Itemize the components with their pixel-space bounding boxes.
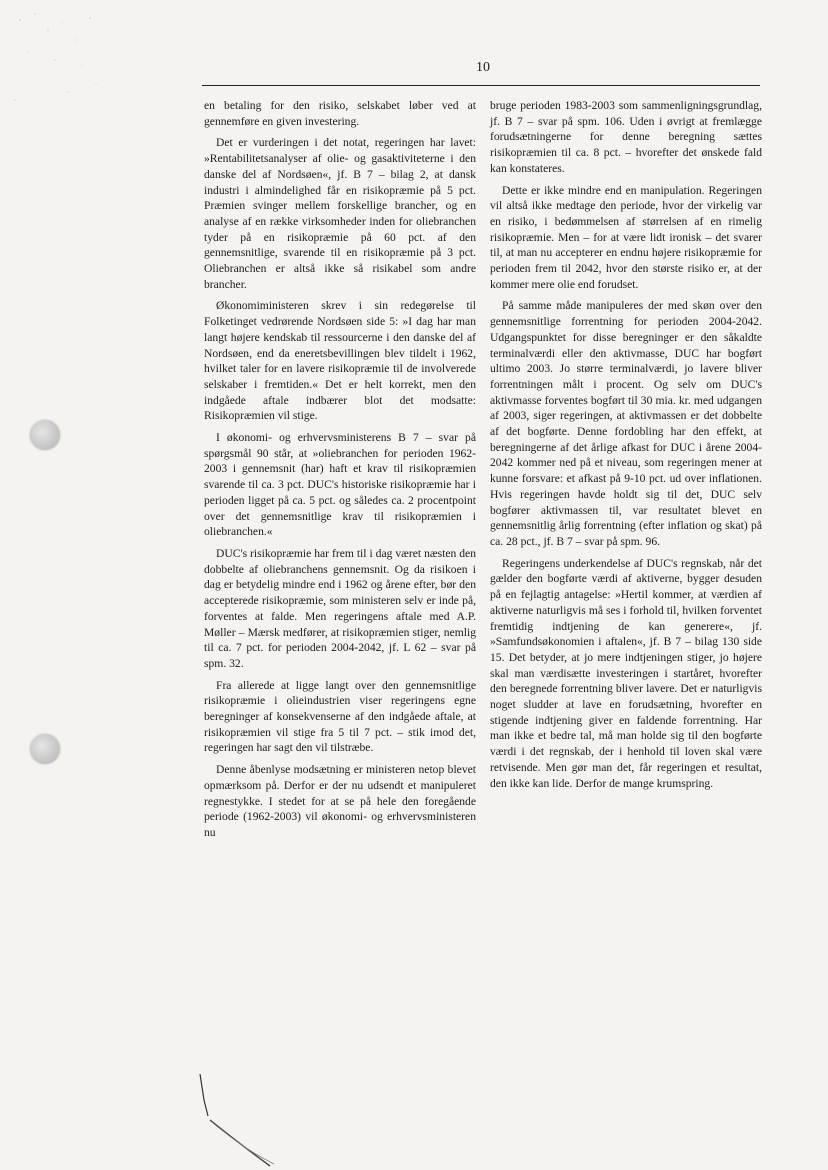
scan-stroke-mark: [190, 1070, 280, 1170]
paragraph: På samme måde manipuleres der med skøn over den gennemsnitlige forrentning for perioden 2004-2042. Udgangspunktet for disse beregninger er den såkaldte terminalværdi eller den aktivmasse, DUC har bogført ultimo 2003. Jo større terminalværdi, jo lavere bliver forrentningen målt i procent. Og selv om DUC's aktivmasse forventes bogført til 30 mia. kr. med udgangen af 2003, siger regeringen, at aktivmassen er det dobbelte af det bogførte. Denne fordobling har den effekt, at beregningerne af det årlige afkast for DUC i årene 2004-2042 kommer ned på et niveau, som regeringen mener at kunne forsvare: et afkast på 9-10 pct. ud over inflationen. Hvis regeringen havde holdt sig til det, DUC selv bogfører aktivmassen til, var resultatet blevet en gennemsnitlig årlig forrentning (efter inflation og skat) på ca. 28 pct., jf. B 7 – svar på spm. 96.: [490, 299, 762, 548]
paragraph: en betaling for den risiko, selskabet løber ved at gennemføre en given investering.: [204, 99, 476, 128]
right-column: [490, 98, 762, 797]
paragraph: Regeringens underkendelse af DUC's regnskab, når det gælder den bogførte værdi af aktiverne, bygger desuden på en fejlagtig antagelse: »Hertil kommer, at værdien af aktiverne naturligvis må ses i forhold til, hvilken forventet fremtidig indtjening de kan generere«, jf. »Samfundsøkonomien i aftalen«, jf. B 7 – bilag 130 side 15. Det betyder, at jo mere indtjeningen stiger, jo højere skal man værdisætte investeringen i startåret, hvorefter den beregnede forrentning bliver lavere. Det er naturligvis noget sludder at lave en forudsætning, hvorefter en stigende indtjening giver en faldende forrentning. Har man ikke et bedre tal, må man holde sig til den bogførte værdi i det regnskab, der i henhold til loven skal være retvisende. Men gør man det, får regeringen et resultat, den ikke kan lide. Derfor de mange krumspring.: [490, 556, 762, 790]
punch-hole: [30, 420, 60, 450]
paragraph: Dette er ikke mindre end en manipulation. Regeringen vil altså ikke medtage den periode, hvor der virkelig var en risiko, i bedømmelsen af størrelsen af en rimelig risikopræmie. Men – for at være lidt ironisk – det svarer til, at man nu accepterer en endnu højere risikopræmie for perioden frem til 2042, hvor den største risiko er, at der kommer mere olie end forudset.: [490, 183, 762, 291]
paragraph: bruge perioden 1983-2003 som sammenligningsgrundlag, jf. B 7 – svar på spm. 106. Uden i øvrigt at fremlægge forudsætningerne for denne beregning sættes risikopræmien til ca. 8 pct. – hvorefter det ønskede fald kan konstateres.: [490, 99, 762, 175]
punch-hole: [30, 734, 60, 764]
paragraph: DUC's risikopræmie har frem til i dag været næsten den dobbelte af oliebranchens gennemsnit. Og da risikoen i dag er betydelig mindre end i 1962 og årene efter, bør den accepterede risikopræmie, som ministeren selv er inde på, forventes at falde. Men regeringens aftale med A.P. Møller – Mærsk medfører, at risikopræmien stiger, nemlig til ca. 7 pct. for perioden 2004-2042, jf. L 62 – svar på spm. 32.: [204, 546, 476, 670]
header-rule: [202, 85, 760, 86]
left-column: [204, 98, 476, 847]
paragraph: Denne åbenlyse modsætning er ministeren netop blevet opmærksom på. Derfor er der nu udsendt et manipuleret regnestykke. I stedet for at se på hele den foregående periode (1962-2003) vil økonomi- og erhvervsministeren nu: [204, 763, 476, 839]
scan-speckle: [0, 0, 130, 140]
paragraph: Fra allerede at ligge langt over den gennemsnitlige risikopræmie i olieindustrien viser regeringens egne beregninger af konsekvenserne af den indgåede aftale, at risikopræmien vil stige fra 5 til 7 pct. – stik imod det, regeringen har sagt den vil tilstræbe.: [204, 678, 476, 755]
paragraph: Det er vurderingen i det notat, regeringen har lavet: »Rentabilitetsanalyser af olie- og gasaktiviteterne i den danske del af Nordsøen«, jf. B 7 – bilag 2, at dansk industri i almindelighed får en risikopræmie på 5 pct. Præmien svinger mellem forskellige brancher, og en analyse af en række virksomheder inden for oliebranchen tyder på en risikopræmie på 60 pct. af den gennemsnitlige, svarende til en risikopræmie på 3 pct. Oliebranchen er altså ikke så risikabel som andre brancher.: [204, 136, 476, 291]
paragraph: Økonomiministeren skrev i sin redegørelse til Folketinget vedrørende Nordsøen side 5: »I dag har man langt højere kendskab til ressourcerne i den danske del af Nordsøen, end da eneretsbevillingen blev tildelt i 1962, hvilket taler for en lavere risikopræmie til de involverede selskaber i fremtiden.« Det er helt korrekt, men den indgåede aftale indbærer blot det modsatte: Risikopræmien vil stige.: [204, 299, 476, 423]
page-number: 10: [476, 60, 490, 75]
paragraph: I økonomi- og erhvervsministerens B 7 – svar på spørgsmål 90 står, at »oliebranchen for perioden 1962-2003 i gennemsnit (har) haft et krav til risikopræmien svarende til ca. 3 pct. DUC's historiske risikopræmie har i perioden ligget på ca. 5 pct. og således ca. 2 procentpoint over det gennemsnitlige krav til risikopræmien i oliebranchen.«: [204, 431, 476, 539]
